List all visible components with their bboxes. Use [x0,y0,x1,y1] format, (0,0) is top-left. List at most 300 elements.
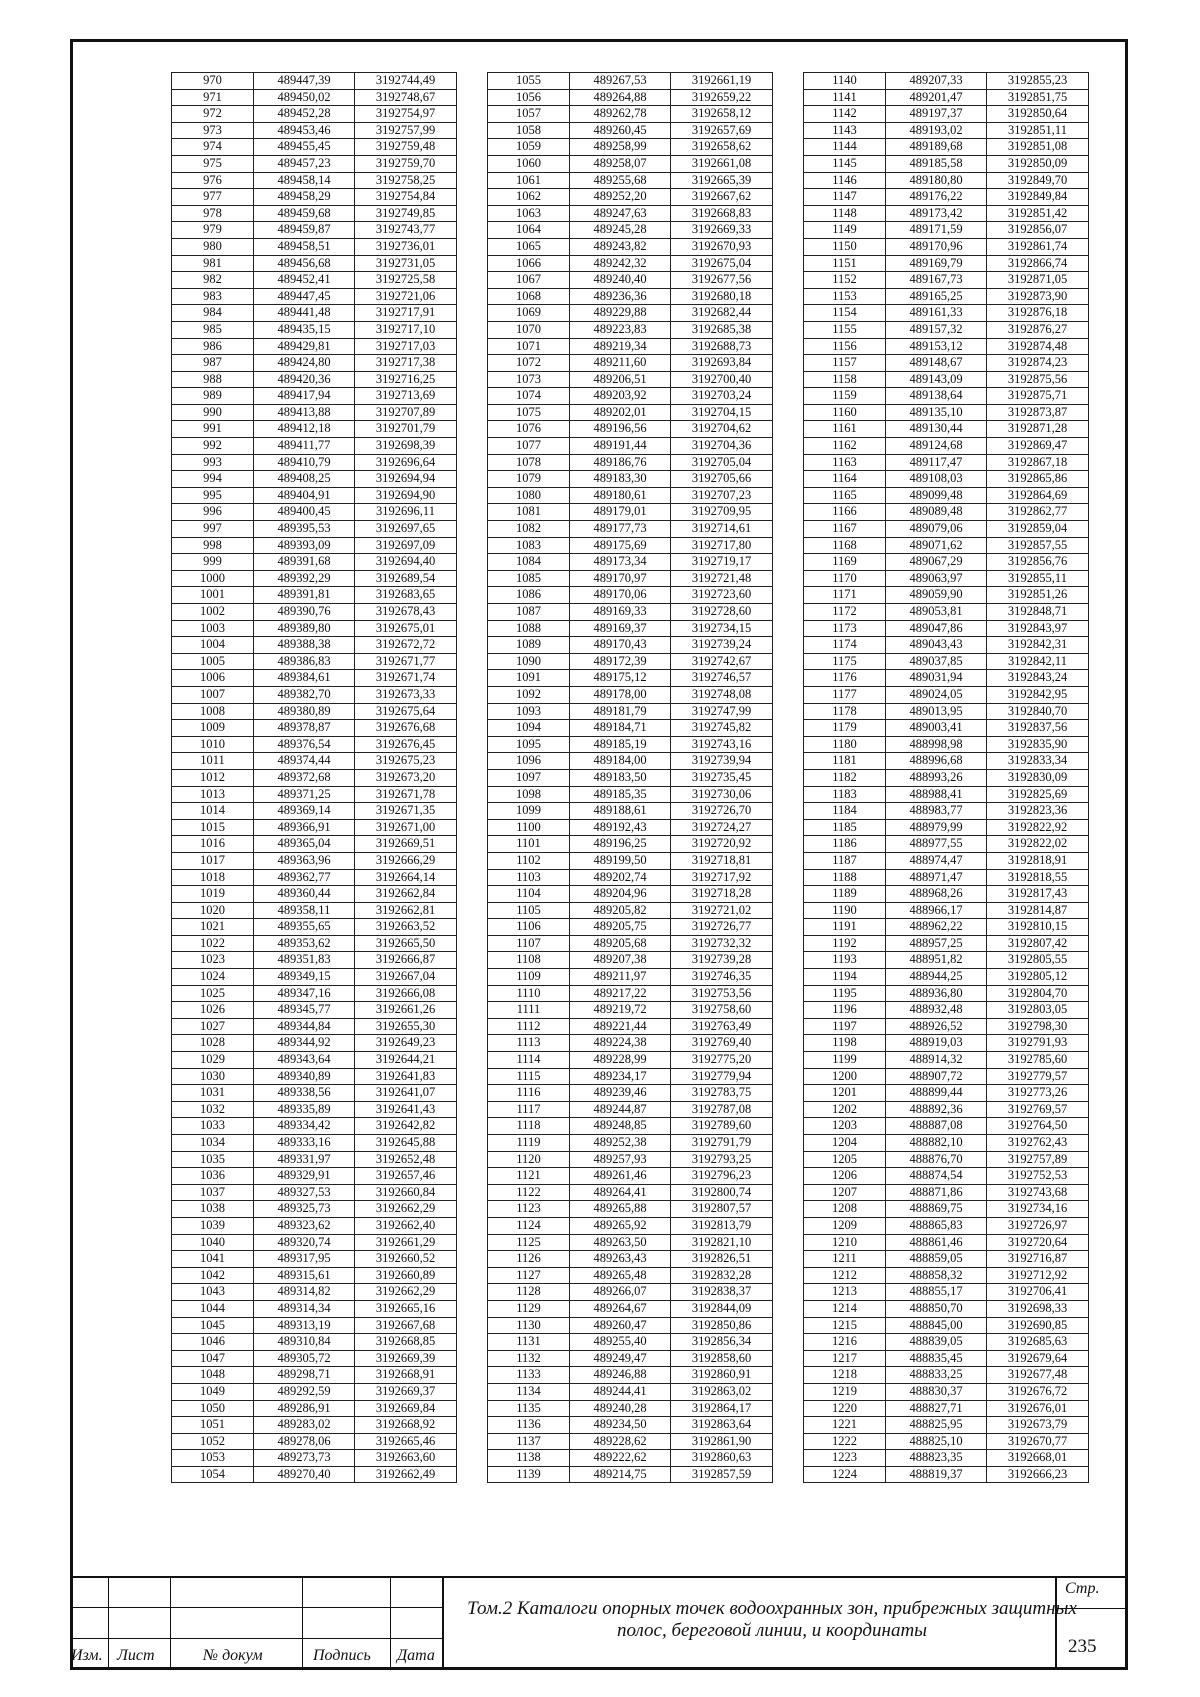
page-number: 235 [1068,1636,1097,1657]
title-block-top-line [70,1576,1128,1578]
point-number: 1073 [488,371,570,388]
x-coordinate: 489325,73 [254,1201,355,1218]
x-coordinate: 489234,50 [570,1417,671,1434]
x-coordinate: 488968,26 [886,886,987,903]
x-coordinate: 489201,47 [886,89,987,106]
point-number: 1100 [488,819,570,836]
point-number: 1065 [488,238,570,255]
y-coordinate: 3192861,74 [987,238,1089,255]
point-number: 1020 [172,902,254,919]
table-row [172,1085,457,1102]
point-number: 1119 [488,1135,570,1152]
x-coordinate: 489450,02 [254,89,355,106]
point-number: 978 [172,205,254,222]
x-coordinate: 489441,48 [254,305,355,322]
x-coordinate: 489292,59 [254,1383,355,1400]
point-number: 1013 [172,786,254,803]
point-number: 1046 [172,1334,254,1351]
y-coordinate: 3192832,28 [671,1267,773,1284]
point-number: 1168 [804,537,886,554]
y-coordinate: 3192721,02 [671,902,773,919]
y-coordinate: 3192744,49 [355,73,457,90]
table-row [804,288,1089,305]
x-coordinate: 489130,44 [886,421,987,438]
point-number: 1128 [488,1284,570,1301]
table-row [804,1002,1089,1019]
y-coordinate: 3192724,27 [671,819,773,836]
table-row [804,1018,1089,1035]
table-row [488,570,773,587]
point-number: 1021 [172,919,254,936]
table-row [488,1433,773,1450]
table-row [488,338,773,355]
y-coordinate: 3192739,94 [671,753,773,770]
x-coordinate: 489117,47 [886,454,987,471]
table-row [488,969,773,986]
y-coordinate: 3192822,02 [987,836,1089,853]
y-coordinate: 3192670,77 [987,1433,1089,1450]
x-coordinate: 488971,47 [886,869,987,886]
table-row [172,222,457,239]
table-row [172,620,457,637]
y-coordinate: 3192641,43 [355,1101,457,1118]
y-coordinate: 3192855,11 [987,570,1089,587]
y-coordinate: 3192728,60 [671,604,773,621]
y-coordinate: 3192658,62 [671,139,773,156]
table-row [804,1417,1089,1434]
date-label: Дата [397,1647,435,1664]
table-row [804,836,1089,853]
x-coordinate: 489327,53 [254,1184,355,1201]
point-number: 1044 [172,1300,254,1317]
y-coordinate: 3192783,75 [671,1085,773,1102]
x-coordinate: 489420,36 [254,371,355,388]
y-coordinate: 3192698,33 [987,1300,1089,1317]
table-row [488,869,773,886]
table-row [488,769,773,786]
table-row [172,122,457,139]
point-number: 1088 [488,620,570,637]
x-coordinate: 488839,05 [886,1334,987,1351]
title-block-col-line-1 [108,1576,109,1670]
y-coordinate: 3192661,29 [355,1234,457,1251]
y-coordinate: 3192714,61 [671,521,773,538]
point-number: 1043 [172,1284,254,1301]
x-coordinate: 489221,44 [570,1018,671,1035]
y-coordinate: 3192721,48 [671,570,773,587]
y-coordinate: 3192866,74 [987,255,1089,272]
point-number: 1060 [488,155,570,172]
y-coordinate: 3192874,23 [987,355,1089,372]
y-coordinate: 3192665,46 [355,1433,457,1450]
point-number: 1182 [804,769,886,786]
point-number: 1206 [804,1168,886,1185]
point-number: 1026 [172,1002,254,1019]
x-coordinate: 489395,53 [254,521,355,538]
x-coordinate: 488865,83 [886,1217,987,1234]
y-coordinate: 3192726,77 [671,919,773,936]
y-coordinate: 3192746,35 [671,969,773,986]
table-row [172,438,457,455]
y-coordinate: 3192734,16 [987,1201,1089,1218]
y-coordinate: 3192822,92 [987,819,1089,836]
table-row [804,139,1089,156]
point-number: 1110 [488,985,570,1002]
point-number: 1062 [488,189,570,206]
table-row [172,1367,457,1384]
point-number: 1000 [172,570,254,587]
x-coordinate: 488899,44 [886,1085,987,1102]
y-coordinate: 3192805,12 [987,969,1089,986]
coordinate-table-1 [171,72,457,1483]
point-number: 1157 [804,355,886,372]
x-coordinate: 489157,32 [886,321,987,338]
table-row [488,89,773,106]
y-coordinate: 3192704,62 [671,421,773,438]
table-row [804,155,1089,172]
y-coordinate: 3192661,19 [671,73,773,90]
x-coordinate: 489455,45 [254,139,355,156]
point-number: 1212 [804,1267,886,1284]
table-row [488,1217,773,1234]
y-coordinate: 3192726,97 [987,1217,1089,1234]
table-row [488,720,773,737]
table-row [804,471,1089,488]
x-coordinate: 489244,41 [570,1383,671,1400]
table-row [172,1383,457,1400]
table-row [804,686,1089,703]
x-coordinate: 489362,77 [254,869,355,886]
y-coordinate: 3192762,43 [987,1135,1089,1152]
y-coordinate: 3192661,08 [671,155,773,172]
x-coordinate: 488858,32 [886,1267,987,1284]
point-number: 1138 [488,1450,570,1467]
x-coordinate: 489205,68 [570,935,671,952]
y-coordinate: 3192641,07 [355,1085,457,1102]
x-coordinate: 489358,11 [254,902,355,919]
x-coordinate: 489345,77 [254,1002,355,1019]
x-coordinate: 489205,82 [570,902,671,919]
table-row [488,1151,773,1168]
point-number: 981 [172,255,254,272]
point-number: 1140 [804,73,886,90]
table-row [488,454,773,471]
x-coordinate: 489392,29 [254,570,355,587]
izm-label: Изм. [71,1647,103,1664]
y-coordinate: 3192758,25 [355,172,457,189]
table-row [804,1085,1089,1102]
y-coordinate: 3192739,28 [671,952,773,969]
point-number: 1130 [488,1317,570,1334]
table-row [172,587,457,604]
y-coordinate: 3192675,04 [671,255,773,272]
y-coordinate: 3192709,95 [671,504,773,521]
x-coordinate: 489170,96 [886,238,987,255]
y-coordinate: 3192861,90 [671,1433,773,1450]
x-coordinate: 489223,83 [570,321,671,338]
y-coordinate: 3192655,30 [355,1018,457,1035]
point-number: 1086 [488,587,570,604]
point-number: 1176 [804,670,886,687]
x-coordinate: 489063,97 [886,570,987,587]
y-coordinate: 3192689,54 [355,570,457,587]
point-number: 1222 [804,1433,886,1450]
point-number: 1109 [488,969,570,986]
point-number: 1155 [804,321,886,338]
table-row [804,935,1089,952]
y-coordinate: 3192685,63 [987,1334,1089,1351]
point-number: 1010 [172,736,254,753]
x-coordinate: 488833,25 [886,1367,987,1384]
point-number: 1219 [804,1383,886,1400]
x-coordinate: 489059,90 [886,587,987,604]
y-coordinate: 3192848,71 [987,604,1089,621]
list-label: Лист [117,1647,155,1664]
y-coordinate: 3192804,70 [987,985,1089,1002]
y-coordinate: 3192752,53 [987,1168,1089,1185]
table-row [488,1135,773,1152]
table-row [804,172,1089,189]
y-coordinate: 3192694,90 [355,487,457,504]
y-coordinate: 3192697,09 [355,537,457,554]
table-row [488,1101,773,1118]
y-coordinate: 3192838,37 [671,1284,773,1301]
point-number: 1125 [488,1234,570,1251]
y-coordinate: 3192717,91 [355,305,457,322]
x-coordinate: 489264,88 [570,89,671,106]
y-coordinate: 3192666,23 [987,1466,1089,1483]
y-coordinate: 3192673,20 [355,769,457,786]
y-coordinate: 3192720,64 [987,1234,1089,1251]
point-number: 1001 [172,587,254,604]
x-coordinate: 489243,82 [570,238,671,255]
x-coordinate: 489265,92 [570,1217,671,1234]
x-coordinate: 489369,14 [254,803,355,820]
x-coordinate: 488951,82 [886,952,987,969]
y-coordinate: 3192865,86 [987,471,1089,488]
table-row [172,338,457,355]
x-coordinate: 489424,80 [254,355,355,372]
point-number: 1116 [488,1085,570,1102]
point-number: 1150 [804,238,886,255]
x-coordinate: 489400,45 [254,504,355,521]
x-coordinate: 489206,51 [570,371,671,388]
y-coordinate: 3192796,23 [671,1168,773,1185]
y-coordinate: 3192662,40 [355,1217,457,1234]
x-coordinate: 488932,48 [886,1002,987,1019]
x-coordinate: 488974,47 [886,852,987,869]
table-row [804,637,1089,654]
table-row [172,985,457,1002]
table-row [804,587,1089,604]
x-coordinate: 489161,33 [886,305,987,322]
x-coordinate: 489267,53 [570,73,671,90]
point-number: 1011 [172,753,254,770]
table-row [172,1417,457,1434]
point-number: 1024 [172,969,254,986]
point-number: 1038 [172,1201,254,1218]
y-coordinate: 3192742,67 [671,653,773,670]
table-row [488,73,773,90]
y-coordinate: 3192743,68 [987,1184,1089,1201]
y-coordinate: 3192705,66 [671,471,773,488]
y-coordinate: 3192694,94 [355,471,457,488]
point-number: 1107 [488,935,570,952]
x-coordinate: 489205,75 [570,919,671,936]
x-coordinate: 489175,69 [570,537,671,554]
table-row [488,205,773,222]
y-coordinate: 3192649,23 [355,1035,457,1052]
x-coordinate: 489224,38 [570,1035,671,1052]
x-coordinate: 489079,06 [886,521,987,538]
point-number: 1203 [804,1118,886,1135]
y-coordinate: 3192696,11 [355,504,457,521]
y-coordinate: 3192663,60 [355,1450,457,1467]
point-number: 1195 [804,985,886,1002]
table-row [804,338,1089,355]
table-row [172,819,457,836]
table-row [172,736,457,753]
point-number: 1124 [488,1217,570,1234]
x-coordinate: 488869,75 [886,1201,987,1218]
table-row [488,554,773,571]
y-coordinate: 3192712,92 [987,1267,1089,1284]
y-coordinate: 3192743,77 [355,222,457,239]
point-number: 1089 [488,637,570,654]
point-number: 1131 [488,1334,570,1351]
y-coordinate: 3192717,92 [671,869,773,886]
x-coordinate: 489197,37 [886,106,987,123]
table-row [804,1300,1089,1317]
y-coordinate: 3192671,00 [355,819,457,836]
x-coordinate: 489258,07 [570,155,671,172]
point-number: 1209 [804,1217,886,1234]
x-coordinate: 489278,06 [254,1433,355,1450]
y-coordinate: 3192720,92 [671,836,773,853]
y-coordinate: 3192825,69 [987,786,1089,803]
y-coordinate: 3192713,69 [355,388,457,405]
table-row [172,537,457,554]
y-coordinate: 3192659,22 [671,89,773,106]
x-coordinate: 489177,73 [570,521,671,538]
table-row [172,521,457,538]
x-coordinate: 489343,64 [254,1052,355,1069]
y-coordinate: 3192856,07 [987,222,1089,239]
point-number: 1034 [172,1135,254,1152]
point-number: 1037 [172,1184,254,1201]
point-number: 1072 [488,355,570,372]
table-row [804,803,1089,820]
point-number: 1179 [804,720,886,737]
x-coordinate: 489355,65 [254,919,355,936]
y-coordinate: 3192644,21 [355,1052,457,1069]
x-coordinate: 489138,64 [886,388,987,405]
x-coordinate: 489412,18 [254,421,355,438]
x-coordinate: 489435,15 [254,321,355,338]
y-coordinate: 3192677,48 [987,1367,1089,1384]
point-number: 1149 [804,222,886,239]
x-coordinate: 489258,99 [570,139,671,156]
y-coordinate: 3192849,70 [987,172,1089,189]
x-coordinate: 489458,29 [254,189,355,206]
table-row [488,902,773,919]
y-coordinate: 3192669,37 [355,1383,457,1400]
y-coordinate: 3192666,29 [355,852,457,869]
x-coordinate: 488966,17 [886,902,987,919]
x-coordinate: 489099,48 [886,487,987,504]
point-number: 1012 [172,769,254,786]
x-coordinate: 489207,33 [886,73,987,90]
point-number: 1042 [172,1267,254,1284]
table-row [488,222,773,239]
x-coordinate: 488835,45 [886,1350,987,1367]
y-coordinate: 3192667,68 [355,1317,457,1334]
x-coordinate: 489344,84 [254,1018,355,1035]
point-number: 976 [172,172,254,189]
y-coordinate: 3192701,79 [355,421,457,438]
y-coordinate: 3192757,99 [355,122,457,139]
table-row [172,106,457,123]
y-coordinate: 3192665,39 [671,172,773,189]
x-coordinate: 488855,17 [886,1284,987,1301]
table-row [172,919,457,936]
y-coordinate: 3192662,29 [355,1201,457,1218]
y-coordinate: 3192864,69 [987,487,1089,504]
point-number: 1213 [804,1284,886,1301]
table-row [172,388,457,405]
x-coordinate: 488919,03 [886,1035,987,1052]
table-row [804,238,1089,255]
table-row [172,803,457,820]
point-number: 1076 [488,421,570,438]
y-coordinate: 3192844,09 [671,1300,773,1317]
x-coordinate: 489389,80 [254,620,355,637]
point-number: 1224 [804,1466,886,1483]
table-row [172,570,457,587]
x-coordinate: 489313,19 [254,1317,355,1334]
x-coordinate: 488993,26 [886,769,987,786]
table-row [488,355,773,372]
point-number: 1085 [488,570,570,587]
table-row [488,404,773,421]
table-row [488,1035,773,1052]
x-coordinate: 489217,22 [570,985,671,1002]
y-coordinate: 3192734,15 [671,620,773,637]
point-number: 1186 [804,836,886,853]
point-number: 1126 [488,1251,570,1268]
table-row [804,1101,1089,1118]
point-number: 1103 [488,869,570,886]
point-number: 1181 [804,753,886,770]
point-number: 1078 [488,454,570,471]
x-coordinate: 489286,91 [254,1400,355,1417]
table-row [488,1085,773,1102]
y-coordinate: 3192837,56 [987,720,1089,737]
y-coordinate: 3192789,60 [671,1118,773,1135]
point-number: 1016 [172,836,254,853]
table-row [488,1168,773,1185]
point-number: 1214 [804,1300,886,1317]
x-coordinate: 489388,38 [254,637,355,654]
y-coordinate: 3192658,12 [671,106,773,123]
x-coordinate: 489283,02 [254,1417,355,1434]
x-coordinate: 489196,25 [570,836,671,853]
table-row [804,421,1089,438]
table-row [172,653,457,670]
y-coordinate: 3192826,51 [671,1251,773,1268]
y-coordinate: 3192851,42 [987,205,1089,222]
table-row [172,886,457,903]
